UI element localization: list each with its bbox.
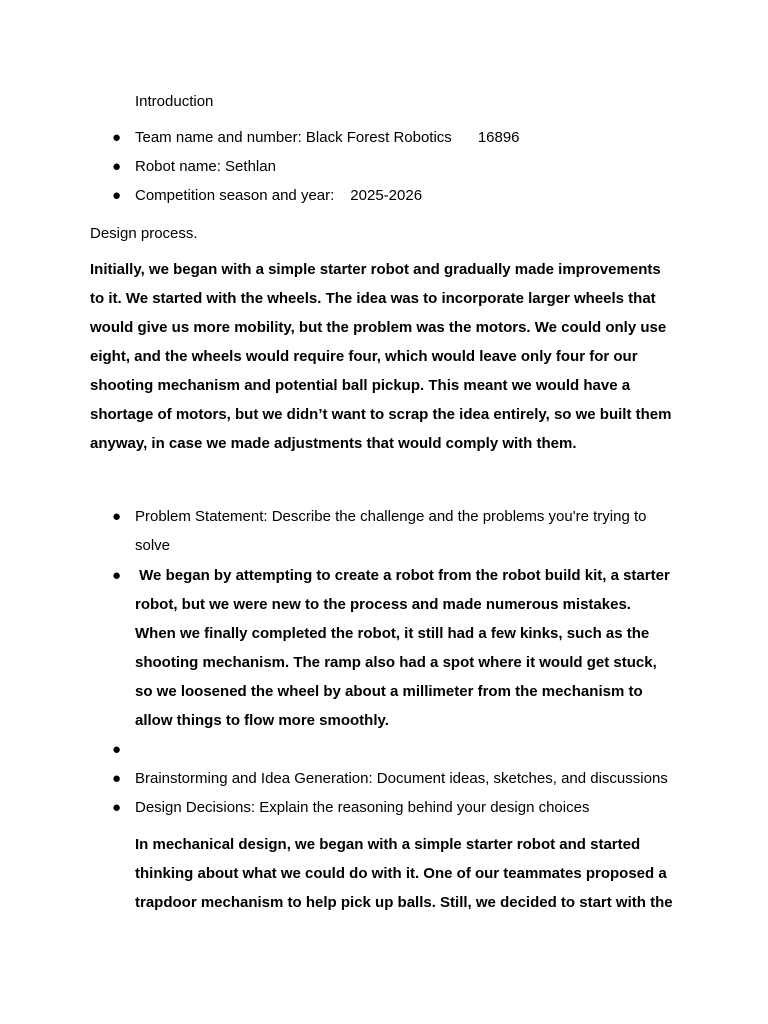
problem-answer-line: When we finally completed the robot, it still had a few kinks, such as the: [135, 625, 650, 642]
problem-answer-line: allow things to flow more smoothly.: [135, 712, 389, 729]
design-paragraph-line: Initially, we began with a simple starter robot and gradually made improvements: [90, 261, 661, 278]
problem-answer-line: We began by attempting to create a robot from the robot build kit, a starter: [135, 567, 670, 584]
decisions-paragraph-line: In mechanical design, we began with a simple starter robot and started: [135, 836, 641, 853]
season-label: Competition season and year:: [135, 187, 335, 204]
robot-name-item: Robot name: Sethlan: [135, 158, 276, 175]
empty-bullet-dot: ●: [112, 741, 122, 758]
season-value: 2025-2026: [350, 187, 423, 204]
bullet-dot: ●: [112, 129, 122, 146]
bullet-dot: ●: [112, 158, 122, 175]
bullet-dot: ●: [112, 799, 122, 816]
team-name-item: [135, 128, 520, 148]
design-paragraph-line: would give us more mobility, but the problem was the motors. We could only use: [90, 319, 667, 336]
season-item: [135, 186, 422, 206]
team-number: 16896: [477, 129, 520, 146]
decisions-paragraph-line: thinking about what we could do with it. One of our teammates proposed a: [135, 865, 667, 882]
design-paragraph-line: eight, and the wheels would require four, which would leave only four for our: [90, 348, 638, 365]
decisions-paragraph-line: trapdoor mechanism to help pick up balls. Still, we decided to start with the: [135, 894, 673, 911]
intro-heading: Introduction: [135, 93, 214, 110]
problem-answer-line: so we loosened the wheel by about a millimeter from the mechanism to: [135, 683, 643, 700]
problem-answer-line: robot, but we were new to the process and made numerous mistakes.: [135, 596, 631, 613]
brainstorm-item: Brainstorming and Idea Generation: Document ideas, sketches, and discussions: [135, 770, 668, 787]
team-name-label: Team name and number: Black Forest Robotics: [135, 129, 452, 146]
design-paragraph-line: shooting mechanism and potential ball pickup. This meant we would have a: [90, 377, 631, 394]
problem-answer-line: shooting mechanism. The ramp also had a spot where it would get stuck,: [135, 654, 657, 671]
design-paragraph-line: to it. We started with the wheels. The idea was to incorporate larger wheels that: [90, 290, 656, 307]
problem-statement-line: solve: [135, 537, 171, 554]
bullet-dot: ●: [112, 770, 122, 787]
problem-statement-line: Problem Statement: Describe the challenge and the problems you're trying to: [135, 508, 647, 525]
bullet-dot: ●: [112, 567, 122, 584]
bullet-dot: ●: [112, 187, 122, 204]
design-paragraph-line: shortage of motors, but we didn’t want to scrap the idea entirely, so we built them: [90, 406, 672, 423]
design-paragraph-line: anyway, in case we made adjustments that would comply with them.: [90, 435, 577, 452]
design-decisions-item: Design Decisions: Explain the reasoning behind your design choices: [135, 799, 590, 816]
design-heading: Design process.: [90, 225, 198, 242]
bullet-dot: ●: [112, 508, 122, 525]
